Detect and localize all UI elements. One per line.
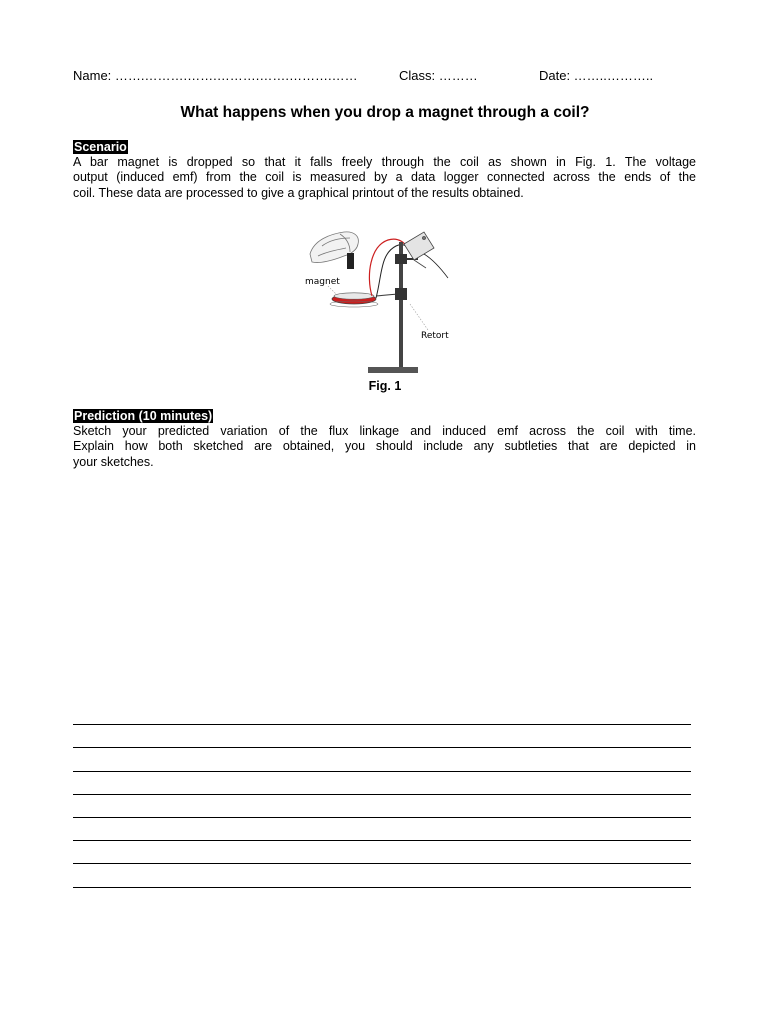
answer-line[interactable] xyxy=(73,795,691,818)
scenario-text xyxy=(73,155,696,201)
answer-line[interactable] xyxy=(73,725,691,748)
bar-magnet xyxy=(347,253,354,269)
scenario-line: A bar magnet is dropped so that it falls freely through the coil as shown in Fig. 1. The voltage xyxy=(73,155,696,169)
data-logger xyxy=(404,232,448,278)
answer-lines xyxy=(73,702,691,888)
apparatus-figure xyxy=(300,226,470,376)
prediction-line: your sketches. xyxy=(73,454,154,469)
prediction-heading: Prediction (10 minutes) xyxy=(74,409,213,423)
scenario-heading: Scenario xyxy=(74,140,127,154)
answer-line[interactable] xyxy=(73,841,691,864)
name-field: Name: …….……….…….……….…….……….…… xyxy=(73,68,358,83)
answer-line[interactable] xyxy=(73,702,691,725)
page-title: What happens when you drop a magnet through a coil? xyxy=(180,104,590,121)
scenario-line: output (induced emf) from the coil is measured by a data logger connected across the ends of the xyxy=(73,170,696,185)
scenario-line: coil. These data are processed to give a graphical printout of the results obtained. xyxy=(73,185,524,200)
coil xyxy=(330,293,398,307)
class-field: Class: ……… xyxy=(399,68,478,83)
answer-line[interactable] xyxy=(73,748,691,771)
retort-stand xyxy=(368,242,418,373)
retort-label: Retort xyxy=(421,331,449,341)
figure-caption: Fig. 1 xyxy=(368,379,402,393)
magnet-label: magnet xyxy=(305,277,340,287)
prediction-line: Sketch your predicted variation of the flux linkage and induced emf across the coil with time. xyxy=(73,424,696,438)
prediction-text xyxy=(73,424,696,470)
header-fields xyxy=(73,68,693,86)
date-field: Date: ……..……….. xyxy=(539,68,654,83)
answer-line[interactable] xyxy=(73,864,691,887)
answer-line[interactable] xyxy=(73,772,691,795)
prediction-line: Explain how both sketched are obtained, you should include any subtleties that are depicted in xyxy=(73,439,696,454)
answer-line[interactable] xyxy=(73,818,691,841)
